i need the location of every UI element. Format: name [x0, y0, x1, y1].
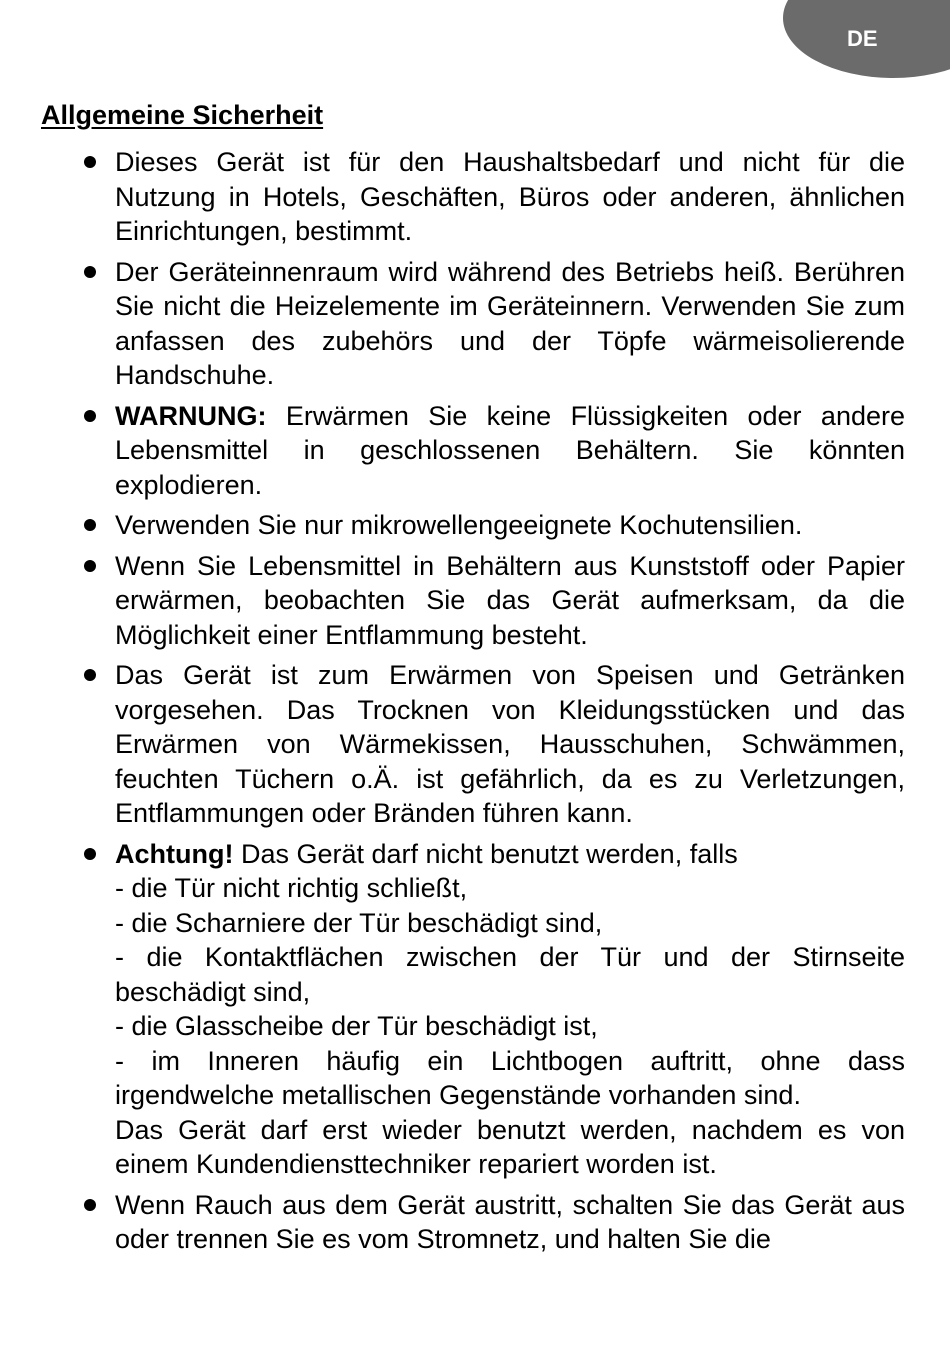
bullet-icon: [84, 560, 96, 572]
attention-intro: [115, 837, 905, 872]
list-item: [115, 837, 905, 1182]
item-text: Das Gerät ist zum Erwärmen von Speisen und Getränken vorgesehen. Das Trocknen von Kleidungsstücken und das Erwärmen von Wärmekissen, Hausschuhen, Schwämmen, feuchten Tüchern o.Ä. ist gefährlich, da es zu Verletzungen, Entflammungen oder Bränden führen kann.: [115, 660, 905, 828]
list-item: [115, 508, 905, 543]
condition-line: - die Glasscheibe der Tür beschädigt ist,: [115, 1011, 598, 1041]
bullet-icon: [84, 519, 96, 531]
attention-label: Achtung!: [115, 838, 234, 869]
item-text: Wenn Sie Lebensmittel in Behältern aus Kunststoff oder Papier erwärmen, beobachten Sie das Gerät aufmerksam, da die Möglichkeit einer Entflammung besteht.: [115, 550, 905, 650]
list-item: [115, 145, 905, 249]
list-item: [115, 549, 905, 653]
condition-line: - die Scharniere der Tür beschädigt sind,: [115, 907, 603, 938]
item-text: Erwärmen Sie keine Flüssigkeiten oder andere Lebensmittel in geschlossenen Behältern. Sie könnten explodieren.: [115, 400, 905, 500]
condition-line: - im Inneren häufig ein Lichtbogen auftritt, ohne dass irgendwelche metallischen Gegenstände vorhanden sind.: [115, 1045, 905, 1110]
list-item: [115, 399, 905, 503]
safety-list: [115, 145, 905, 1263]
closing-text: Das Gerät darf erst wieder benutzt werden, nachdem es von einem Kundendiensttechniker repariert worden ist.: [115, 1114, 905, 1179]
warning-label: WARNUNG:: [115, 400, 267, 431]
condition-line: - die Tür nicht richtig schließt,: [115, 873, 468, 903]
item-text: Verwenden Sie nur mikrowellengeeignete Kochutensilien.: [115, 510, 803, 540]
section-title: Allgemeine Sicherheit: [41, 100, 324, 130]
item-text: Wenn Rauch aus dem Gerät austritt, schalten Sie das Gerät aus oder trennen Sie es vom Stromnetz, und halten Sie die: [115, 1189, 905, 1254]
bullet-icon: [84, 266, 96, 278]
list-item: [115, 1188, 905, 1257]
item-text: Das Gerät darf nicht benutzt werden, falls: [233, 838, 738, 869]
language-label: DE: [847, 26, 878, 51]
bullet-icon: [84, 669, 96, 681]
list-item: [115, 255, 905, 393]
item-text: Dieses Gerät ist für den Haushaltsbedarf und nicht für die Nutzung in Hotels, Geschäften, Büros oder anderen, ähnlichen Einrichtungen, bestimmt.: [115, 147, 905, 246]
bullet-icon: [84, 848, 96, 860]
item-text: Der Geräteinnenraum wird während des Betriebs heiß. Berühren Sie nicht die Heizelemente im Geräteinnern. Verwenden Sie zum anfassen des zubehörs und der Töpfe wärmeisolierende Handschuhe.: [115, 256, 905, 390]
bullet-icon: [84, 1199, 96, 1211]
condition-line: - die Kontaktflächen zwischen der Tür und der Stirnseite beschädigt sind,: [115, 942, 905, 1007]
list-item: [115, 658, 905, 831]
bullet-icon: [84, 156, 96, 168]
bullet-icon: [84, 410, 96, 422]
